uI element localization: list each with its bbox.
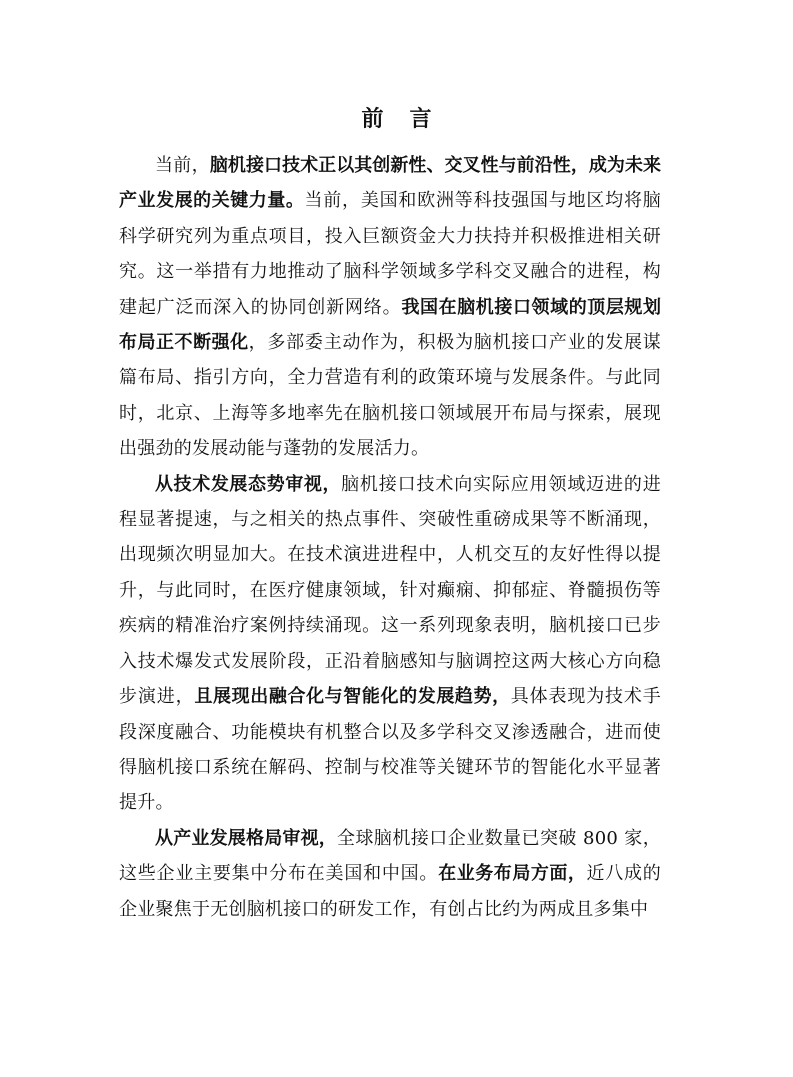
bold-text-run: 在业务布局方面， xyxy=(438,863,587,885)
paragraph-industry xyxy=(119,821,661,927)
text-run: 当前，美国和欧洲等科技强国与地区均将脑科学研究列为重点项目，投入巨额资金大力扶持并积极推进相关研究。这一举措有力地推动了脑科学领域多学科交叉融合的进程，构建起广泛而深入的协同创新网络。 xyxy=(119,190,662,318)
bold-text-run: 脑机接口技术正以其创新性、交叉性与前沿性，成为未来产业发展的关键力量。 xyxy=(119,155,661,212)
body-text xyxy=(119,148,661,927)
bold-text-run: 我国在脑机接口领域的顶层规划布局正不断强化 xyxy=(119,296,662,354)
text-run: ，多部委主动作为，积极为脑机接口产业的发展谋篇布局、指引方向，全力营造有利的政策环境与发展条件。与此同时，北京、上海等多地率先在脑机接口领域展开布局与探索，展现出强劲的发展动能与蓬勃的发展活力。 xyxy=(119,332,661,460)
text-run: 近八成的企业聚焦于无创脑机接口的研发工作，有创占比约为两成且多集中 xyxy=(119,863,662,920)
text-run: 具体表现为技术手段深度融合、功能模块有机整合以及多学科交叉渗透融合，进而使得脑机接口系统在解码、控制与校准等关键环节的智能化水平显著提升。 xyxy=(119,686,662,814)
paragraph-technology xyxy=(119,467,661,821)
bold-text-run: 且展现出融合化与智能化的发展趋势， xyxy=(194,686,511,708)
text-run: 全球脑机接口企业数量已突破 800 家，这些企业主要集中分布在美国和中国。 xyxy=(119,827,661,885)
bold-text-run: 从技术发展态势审视， xyxy=(155,473,342,495)
paragraph-intro xyxy=(119,148,661,467)
text-run: 脑机接口技术向实际应用领域迈进的进程显著提速，与之相关的热点事件、突破性重磅成果等不断涌现，出现频次明显加大。在技术演进进程中，人机交互的友好性得以提升，与此同时，在医疗健康领域，针对癫痫、抑郁症、脊髓损伤等疾病的精准治疗案例持续涌现。这一系列现象表明，脑机接口已步入技术爆发式发展阶段，正沿着脑感知与脑调控这两大核心方向稳步演进， xyxy=(119,473,662,708)
page-title: 前言 xyxy=(361,107,458,132)
text-run: 当前， xyxy=(155,155,210,176)
bold-text-run: 从产业发展格局审视， xyxy=(155,827,337,849)
